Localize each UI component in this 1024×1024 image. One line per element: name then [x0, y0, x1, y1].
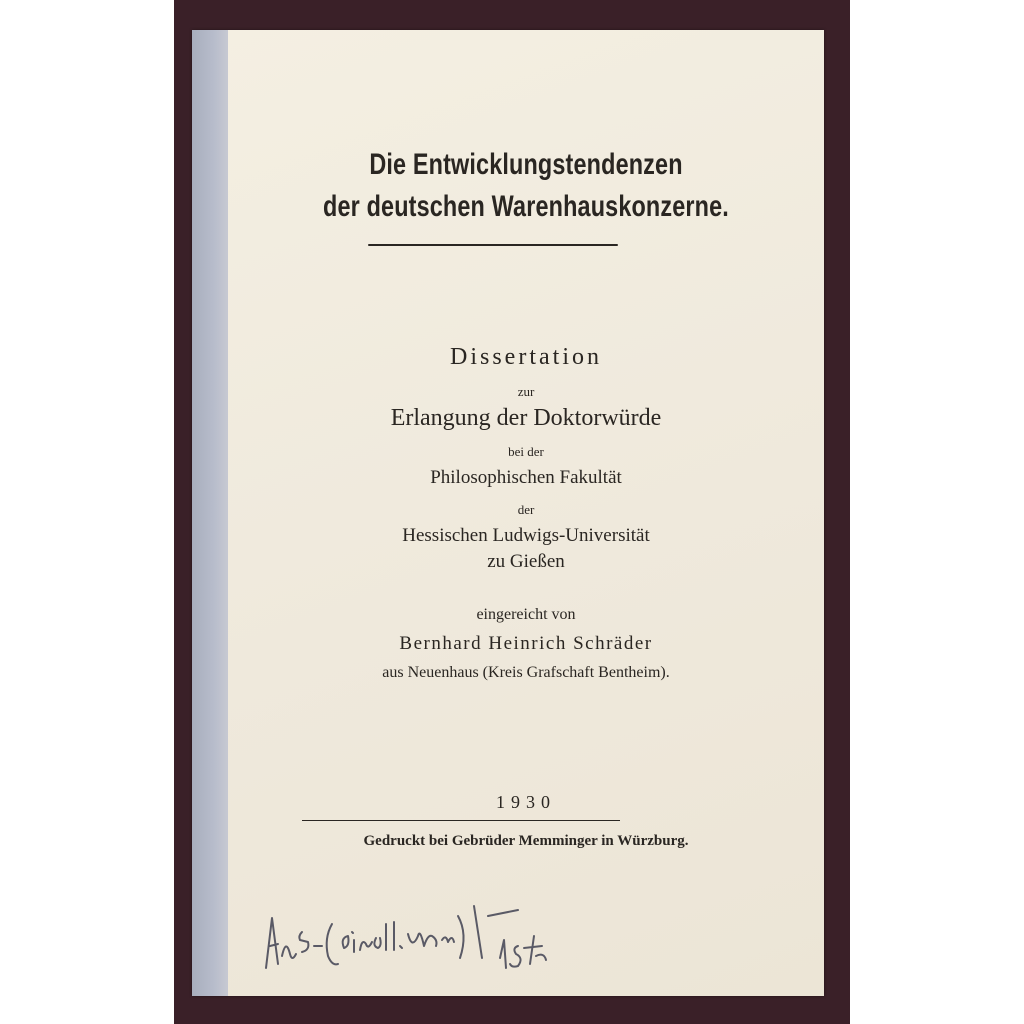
degree-line: Erlangung der Doktorwürde — [390, 405, 662, 431]
text-zur: zur — [517, 384, 535, 399]
title-divider — [368, 244, 618, 246]
text-der: der — [517, 502, 535, 517]
handwritten-price-note — [262, 876, 562, 996]
text-bei-der: bei der — [508, 444, 544, 459]
pencil-scribble-icon — [262, 876, 562, 996]
author-origin: aus Neuenhaus (Kreis Grafschaft Bentheim). — [382, 664, 670, 681]
printer-line: Gedruckt bei Gebrüder Memminger in Würzburg. — [363, 833, 689, 849]
faculty-line: Philosophischen Fakultät — [430, 467, 622, 488]
document-kind: Dissertation — [450, 344, 602, 370]
submitted-by-line: eingereicht von — [476, 606, 576, 623]
author-name: Bernhard Heinrich Schräder — [399, 633, 653, 654]
year-divider — [302, 820, 620, 821]
book-spine-strip — [192, 30, 228, 996]
title-line-2: der deutschen Warenhauskonzerne. — [323, 190, 729, 223]
publication-year: 1930 — [496, 792, 556, 812]
city-line: zu Gießen — [487, 551, 565, 572]
university-line: Hessischen Ludwigs-Universität — [402, 525, 650, 546]
title-page-content — [228, 30, 824, 996]
title-line-1: Die Entwicklungstendenzen — [369, 148, 683, 181]
